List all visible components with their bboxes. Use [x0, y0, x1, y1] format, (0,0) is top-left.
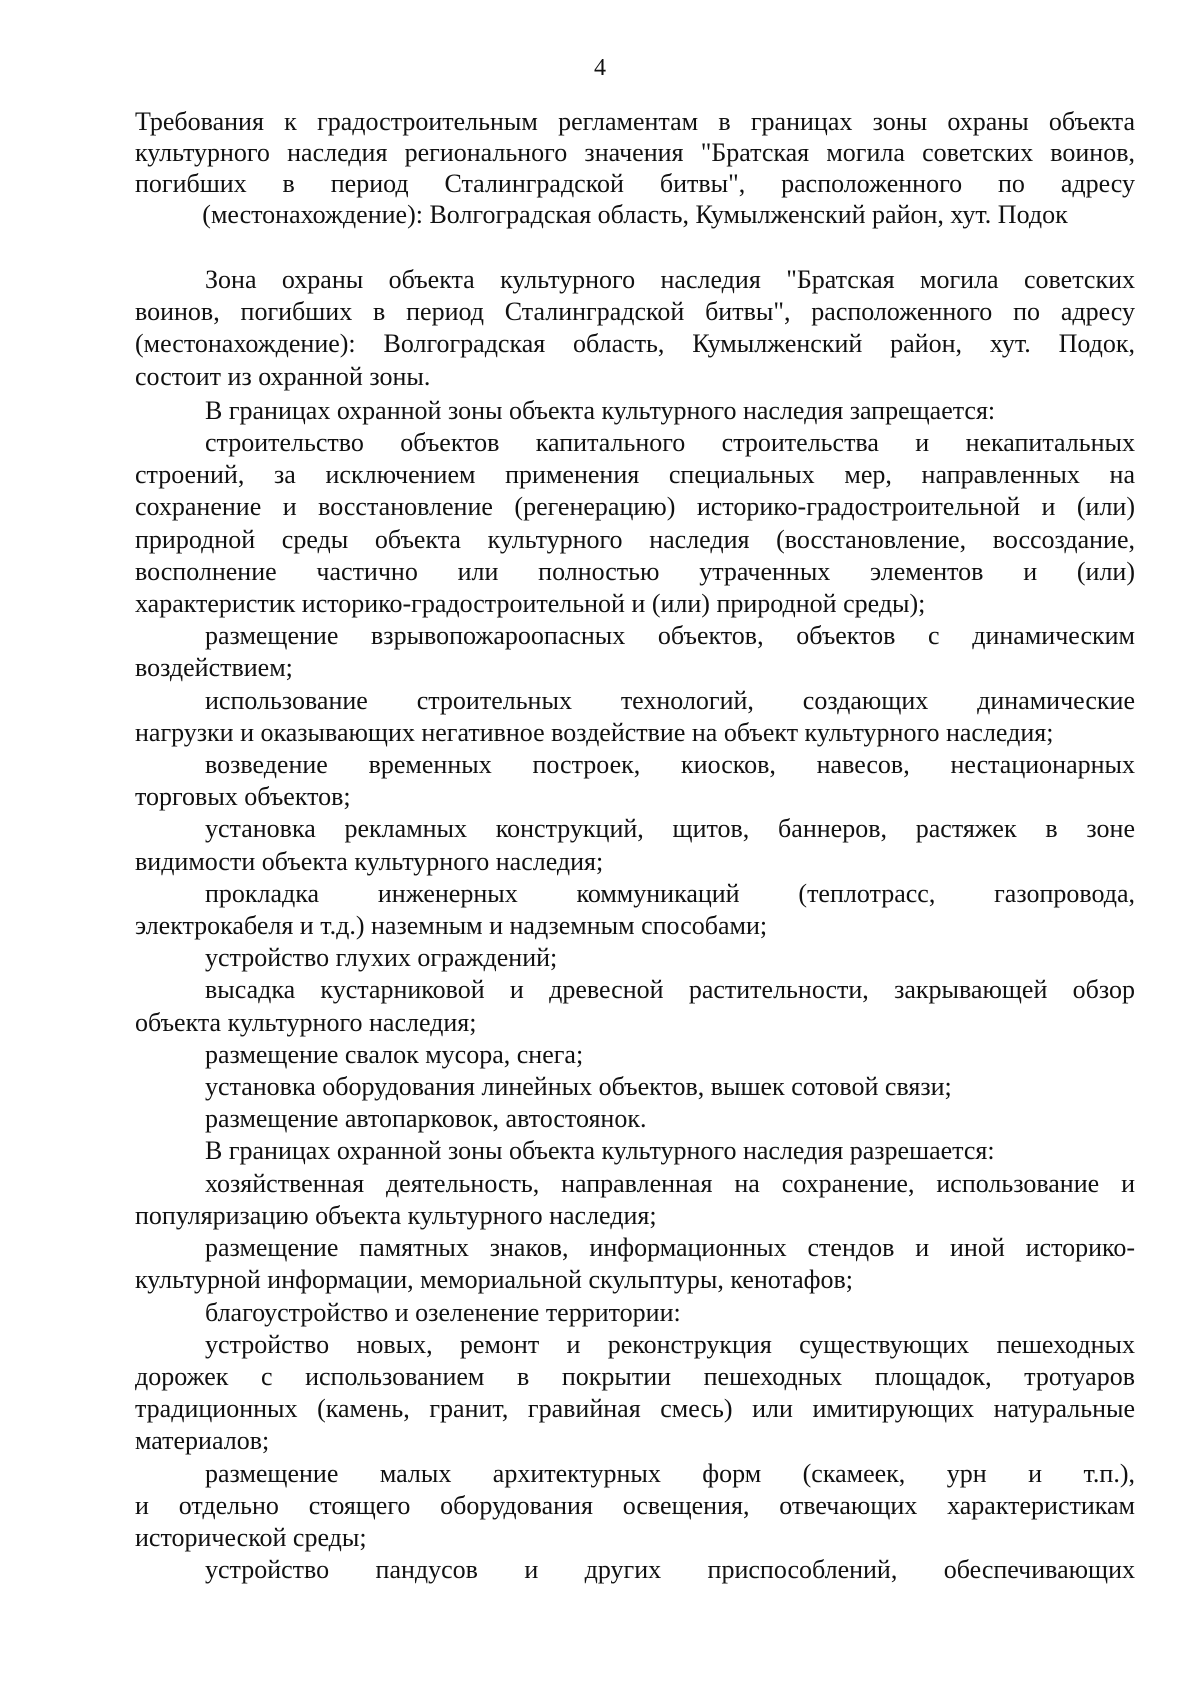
paragraph-line: устройство глухих ограждений;: [205, 943, 558, 973]
paragraph-line: строительство объектов капитального строительства и некапитальных: [205, 428, 1135, 458]
title-line: (местонахождение): Волгоградская область, Кумылженский район, хут. Подок: [202, 200, 1068, 229]
paragraph-line: нагрузки и оказывающих негативное воздействие на объект культурного наследия;: [135, 717, 1054, 747]
paragraph-line: традиционных (камень, гранит, гравийная смесь) или имитирующих натуральные: [135, 1394, 1135, 1424]
paragraph: [135, 427, 1135, 620]
paragraph-line: установка оборудования линейных объектов, вышек сотовой связи;: [205, 1072, 952, 1102]
paragraph-line: благоустройство и озеленение территории:: [205, 1297, 681, 1327]
paragraph: [135, 620, 1135, 684]
paragraph: [135, 1297, 1135, 1329]
paragraph: [135, 685, 1135, 749]
paragraph-line: строений, за исключением применения специальных мер, направленных на: [135, 460, 1135, 490]
paragraph-line: размещение автопарковок, автостоянок.: [205, 1104, 647, 1134]
paragraph-line: природной среды объекта культурного наследия (восстановление, воссоздание,: [135, 524, 1135, 554]
paragraph-line: электрокабеля и т.д.) наземным и надземным способами;: [135, 911, 768, 941]
document-body: [135, 264, 1135, 1586]
paragraph-line: состоит из охранной зоны.: [135, 361, 431, 391]
paragraph-line: размещение свалок мусора, снега;: [205, 1039, 584, 1069]
paragraph-line: и отдельно стоящего оборудования освещения, отвечающих характеристикам: [135, 1490, 1135, 1520]
paragraph: [135, 974, 1135, 1038]
paragraph-line: воздействием;: [135, 653, 293, 683]
paragraph: [135, 1103, 1135, 1135]
paragraph-line: размещение малых архитектурных форм (скамеек, урн и т.п.),: [205, 1458, 1135, 1488]
paragraph: [135, 1458, 1135, 1555]
paragraph-line: объекта культурного наследия;: [135, 1007, 477, 1037]
paragraph: [135, 1168, 1135, 1232]
paragraph-line: использование строительных технологий, создающих динамические: [205, 685, 1135, 715]
paragraph-line: видимости объекта культурного наследия;: [135, 846, 604, 876]
paragraph-line: воинов, погибших в период Сталинградской битвы", расположенного по адресу: [135, 297, 1135, 327]
paragraph-line: исторической среды;: [135, 1522, 367, 1552]
paragraph-line: В границах охранной зоны объекта культурного наследия разрешается:: [205, 1136, 995, 1166]
paragraph-line: хозяйственная деятельность, направленная на сохранение, использование и: [205, 1168, 1135, 1198]
paragraph-line: торговых объектов;: [135, 782, 351, 812]
paragraph: [135, 1039, 1135, 1071]
paragraph-line: устройство новых, ремонт и реконструкция существующих пешеходных: [205, 1329, 1135, 1359]
paragraph-line: культурной информации, мемориальной скульптуры, кенотафов;: [135, 1265, 853, 1295]
paragraph-line: прокладка инженерных коммуникаций (теплотрасс, газопровода,: [205, 878, 1135, 908]
title-line: Требования к градостроительным регламентам в границах зоны охраны объекта: [135, 107, 1135, 136]
paragraph-line: характеристик историко-градостроительной и (или) природной среды);: [135, 589, 926, 619]
paragraph: [135, 813, 1135, 877]
paragraph-line: устройство пандусов и других приспособлений, обеспечивающих: [205, 1555, 1135, 1585]
paragraph: [135, 1329, 1135, 1458]
title-line: погибших в период Сталинградской битвы", расположенного по адресу: [135, 169, 1135, 198]
paragraph-line: сохранение и восстановление (регенерацию) историко-градостроительной и (или): [135, 492, 1135, 522]
paragraph: [135, 1135, 1135, 1167]
paragraph-line: восполнение частично или полностью утраченных элементов и (или): [135, 556, 1135, 586]
paragraph-line: Зона охраны объекта культурного наследия "Братская могила советских: [205, 265, 1135, 294]
paragraph: [135, 942, 1135, 974]
title-line: культурного наследия регионального значения "Братская могила советских воинов,: [135, 138, 1135, 167]
paragraph: [135, 1554, 1135, 1586]
paragraph-line: популяризацию объекта культурного наследия;: [135, 1200, 657, 1230]
page-number: 4: [594, 55, 606, 81]
paragraph-line: размещение взрывопожароопасных объектов, объектов с динамическим: [205, 621, 1135, 651]
paragraph-line: высадка кустарниковой и древесной растительности, закрывающей обзор: [205, 975, 1135, 1005]
paragraph-line: возведение временных построек, киосков, навесов, нестационарных: [205, 750, 1135, 780]
paragraph: [135, 1232, 1135, 1296]
paragraph-line: установка рекламных конструкций, щитов, баннеров, растяжек в зоне: [205, 814, 1135, 844]
paragraph: [135, 1071, 1135, 1103]
paragraph-line: (местонахождение): Волгоградская область, Кумылженский район, хут. Подок,: [135, 329, 1135, 359]
paragraph-line: материалов;: [135, 1426, 270, 1456]
paragraph-line: В границах охранной зоны объекта культурного наследия запрещается:: [205, 395, 996, 425]
document-title: [135, 106, 1135, 230]
paragraph: [135, 878, 1135, 942]
paragraph: [135, 264, 1135, 393]
paragraph: [135, 749, 1135, 813]
paragraph: [135, 395, 1135, 427]
paragraph-line: дорожек с использованием в покрытии пешеходных площадок, тротуаров: [135, 1361, 1135, 1391]
paragraph-line: размещение памятных знаков, информационных стендов и иной историко-: [205, 1233, 1135, 1263]
